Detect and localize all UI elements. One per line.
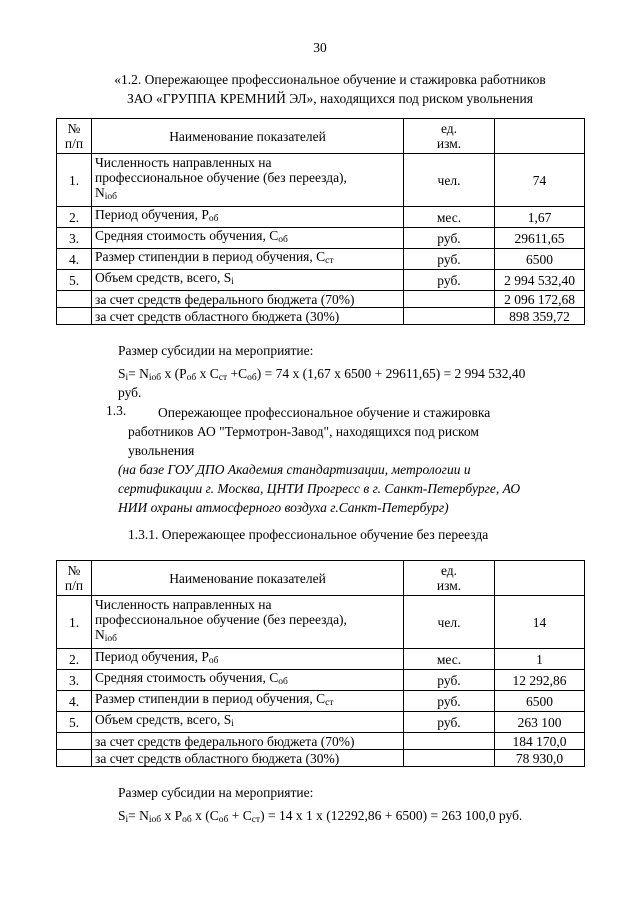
row-unit: [404, 750, 495, 767]
formula-1: $S_i= N_{iоб}$ x ($P_{об}$ x $C_{ст} +C_{об}) = 74$ x (1,67 x 6500 + 29611,65) = 2 994 532,40: [118, 366, 526, 383]
table-row: [57, 691, 585, 712]
header-value: [495, 119, 585, 154]
row-num: 4.: [57, 691, 92, 712]
row-value: 263 100: [495, 712, 585, 733]
row-value: 898 359,72: [495, 308, 585, 325]
row-num: [57, 750, 92, 767]
row-value: 29611,65: [495, 228, 585, 249]
row-num: [57, 291, 92, 308]
row-num: 3.: [57, 228, 92, 249]
section-1-title: [60, 70, 600, 108]
table-1-header-row: [57, 119, 585, 154]
table-row: [57, 712, 585, 733]
row-unit: мес.: [404, 649, 495, 670]
row-value: 2 096 172,68: [495, 291, 585, 308]
row-name: за счет средств федерального бюджета (70%): [92, 733, 404, 750]
row-name: за счет средств федерального бюджета (70%): [92, 291, 404, 308]
row-name: Период обучения, $P_{об}$: [92, 207, 404, 228]
table-row: [57, 207, 585, 228]
row-num: [57, 733, 92, 750]
row-num: 1.: [57, 154, 92, 207]
header-value: [495, 561, 585, 596]
table-row: [57, 154, 585, 207]
row-name: Размер стипендии в период обучения, $C_{ст}$: [92, 249, 404, 270]
section-3-title: 1.3.1. Опережающее профессиональное обучение без переезда: [128, 527, 489, 542]
section-1-title-line-1: «1.2. Опережающее профессиональное обучение и стажировка работников: [114, 72, 546, 87]
formula-1-unit: руб.: [118, 385, 142, 400]
row-value: 184 170,0: [495, 733, 585, 750]
row-unit: руб.: [404, 712, 495, 733]
header-name: Наименование показателей: [92, 119, 404, 154]
row-value: 14: [495, 596, 585, 649]
row-value: 1: [495, 649, 585, 670]
row-name: Размер стипендии в период обучения, $C_{ст}$: [92, 691, 404, 712]
table-2-header-row: [57, 561, 585, 596]
row-name: Средняя стоимость обучения, $C_{об}$: [92, 670, 404, 691]
section-2-title-line-3: увольнения: [128, 443, 195, 458]
table-row: [57, 249, 585, 270]
header-unit: ед. изм.: [404, 561, 495, 596]
table-1: [56, 118, 585, 325]
formula-2: $S_i= N_{iоб}$ x $P_{об}$ x $(C_{об} + C_{ст}) = 14$ x 1 x (12292,86 + 6500) = 263 100,0 руб.: [118, 808, 523, 825]
row-name: за счет средств областного бюджета (30%): [92, 750, 404, 767]
row-value: 1,67: [495, 207, 585, 228]
header-name: Наименование показателей: [92, 561, 404, 596]
table-row: [57, 733, 585, 750]
row-value: 78 930,0: [495, 750, 585, 767]
row-value: 2 994 532,40: [495, 270, 585, 291]
row-num: [57, 308, 92, 325]
row-value: 12 292,86: [495, 670, 585, 691]
table-row: [57, 670, 585, 691]
row-value: 6500: [495, 691, 585, 712]
row-unit: руб.: [404, 228, 495, 249]
table-row: [57, 291, 585, 308]
page-number: 30: [313, 40, 327, 55]
header-num: № п/п: [57, 561, 92, 596]
section-2-title-line-1: Опережающее профессиональное обучение и стажировка: [158, 405, 491, 420]
row-unit: чел.: [404, 154, 495, 207]
subsidy-label-1: Размер субсидии на мероприятие:: [118, 343, 314, 358]
table-2: [56, 560, 585, 767]
row-num: 1.: [57, 596, 92, 649]
row-unit: [404, 308, 495, 325]
row-num: 2.: [57, 649, 92, 670]
row-name: Средняя стоимость обучения, $C_{об}$: [92, 228, 404, 249]
row-num: 3.: [57, 670, 92, 691]
row-num: 5.: [57, 712, 92, 733]
row-num: 2.: [57, 207, 92, 228]
section-2-title-line-2: работников АО "Термотрон-Завод", находящихся под риском: [128, 424, 479, 439]
header-num: № п/п: [57, 119, 92, 154]
header-unit: ед. изм.: [404, 119, 495, 154]
row-value: 74: [495, 154, 585, 207]
table-row: [57, 270, 585, 291]
row-name: Период обучения, $P_{об}$: [92, 649, 404, 670]
row-name: Численность направленных на профессиональное обучение (без переезда), $N_{iоб}$: [92, 596, 404, 649]
section-1-title-line-2: ЗАО «ГРУППА КРЕМНИЙ ЭЛ», находящихся под риском увольнения: [127, 91, 533, 106]
row-unit: руб.: [404, 691, 495, 712]
table-row: [57, 596, 585, 649]
row-name: Объем средств, всего, $S_i$: [92, 270, 404, 291]
row-value: 6500: [495, 249, 585, 270]
section-2-note: (на базе ГОУ ДПО Академия стандартизации, метрологии и сертификации г. Москва, ЦНТИ Прогресс в г. Санкт-Петербурге, АО НИИ охраны атмосферного воздуха г.Санкт-Петербург): [118, 462, 521, 515]
row-name: Объем средств, всего, $S_i$: [92, 712, 404, 733]
row-unit: чел.: [404, 596, 495, 649]
table-row: [57, 308, 585, 325]
row-name: за счет средств областного бюджета (30%): [92, 308, 404, 325]
row-unit: руб.: [404, 270, 495, 291]
row-name: Численность направленных на профессиональное обучение (без переезда), $N_{iоб}$: [92, 154, 404, 207]
table-row: [57, 228, 585, 249]
row-unit: [404, 733, 495, 750]
row-num: 4.: [57, 249, 92, 270]
section-2-number: 1.3.: [106, 403, 127, 418]
subsidy-label-2: Размер субсидии на мероприятие:: [118, 785, 314, 800]
row-unit: руб.: [404, 670, 495, 691]
row-unit: руб.: [404, 249, 495, 270]
row-unit: мес.: [404, 207, 495, 228]
row-unit: [404, 291, 495, 308]
table-row: [57, 649, 585, 670]
row-num: 5.: [57, 270, 92, 291]
table-row: [57, 750, 585, 767]
